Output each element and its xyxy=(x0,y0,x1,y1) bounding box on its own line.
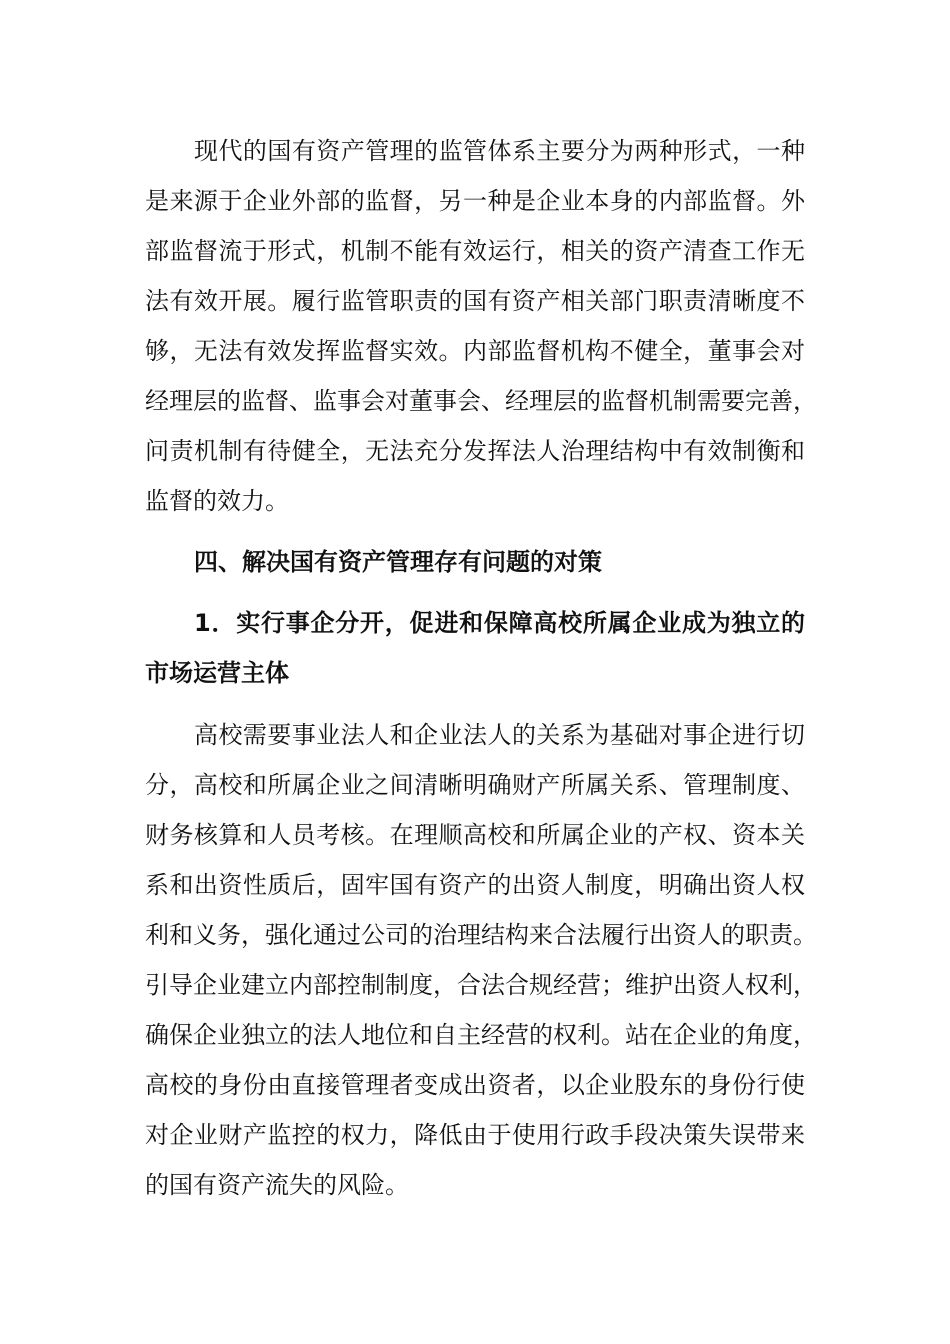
paragraph-2-line-2: 分，高校和所属企业之间清晰明确财产所属关系、管理制度、 xyxy=(145,771,805,799)
paragraph-1-line-2: 是来源于企业外部的监督，另一种是企业本身的内部监督。外 xyxy=(145,187,805,215)
paragraph-2-line-3: 财务核算和人员考核。在理顺高校和所属企业的产权、资本关 xyxy=(145,821,805,849)
paragraph-2-line-8: 高校的身份由直接管理者变成出资者，以企业股东的身份行使 xyxy=(145,1071,805,1099)
paragraph-2-line-9: 对企业财产监控的权力，降低由于使用行政手段决策失误带来 xyxy=(145,1121,805,1149)
paragraph-1-line-1: 现代的国有资产管理的监管体系主要分为两种形式，一种 xyxy=(194,137,805,165)
paragraph-2-line-5: 利和义务，强化通过公司的治理结构来合法履行出资人的职责。 xyxy=(145,921,817,949)
paragraph-2-line-4: 系和出资性质后，固牢国有资产的出资人制度，明确出资人权 xyxy=(145,871,805,899)
paragraph-1-line-3: 部监督流于形式，机制不能有效运行，相关的资产清查工作无 xyxy=(145,237,805,265)
paragraph-2-line-10: 的国有资产流失的风险。 xyxy=(145,1171,409,1199)
paragraph-1-line-5: 够，无法有效发挥监督实效。内部监督机构不健全，董事会对 xyxy=(145,337,805,365)
sub-heading-line-1: 1．实行事企分开，促进和保障高校所属企业成为独立的 xyxy=(194,609,805,637)
section-heading: 四、解决国有资产管理存有问题的对策 xyxy=(194,548,602,576)
paragraph-2-line-7: 确保企业独立的法人地位和自主经营的权利。站在企业的角度， xyxy=(145,1021,817,1049)
paragraph-2-line-6: 引导企业建立内部控制制度，合法合规经营；维护出资人权利， xyxy=(145,971,817,999)
paragraph-1-line-7: 问责机制有待健全，无法充分发挥法人治理结构中有效制衡和 xyxy=(145,437,805,465)
paragraph-1-line-8: 监督的效力。 xyxy=(145,487,289,515)
sub-heading-line-2: 市场运营主体 xyxy=(145,659,289,687)
paragraph-1-line-6: 经理层的监督、监事会对董事会、经理层的监督机制需要完善， xyxy=(145,387,817,415)
paragraph-1-line-4: 法有效开展。履行监管职责的国有资产相关部门职责清晰度不 xyxy=(145,287,805,315)
paragraph-2-line-1: 高校需要事业法人和企业法人的关系为基础对事企进行切 xyxy=(194,721,805,749)
